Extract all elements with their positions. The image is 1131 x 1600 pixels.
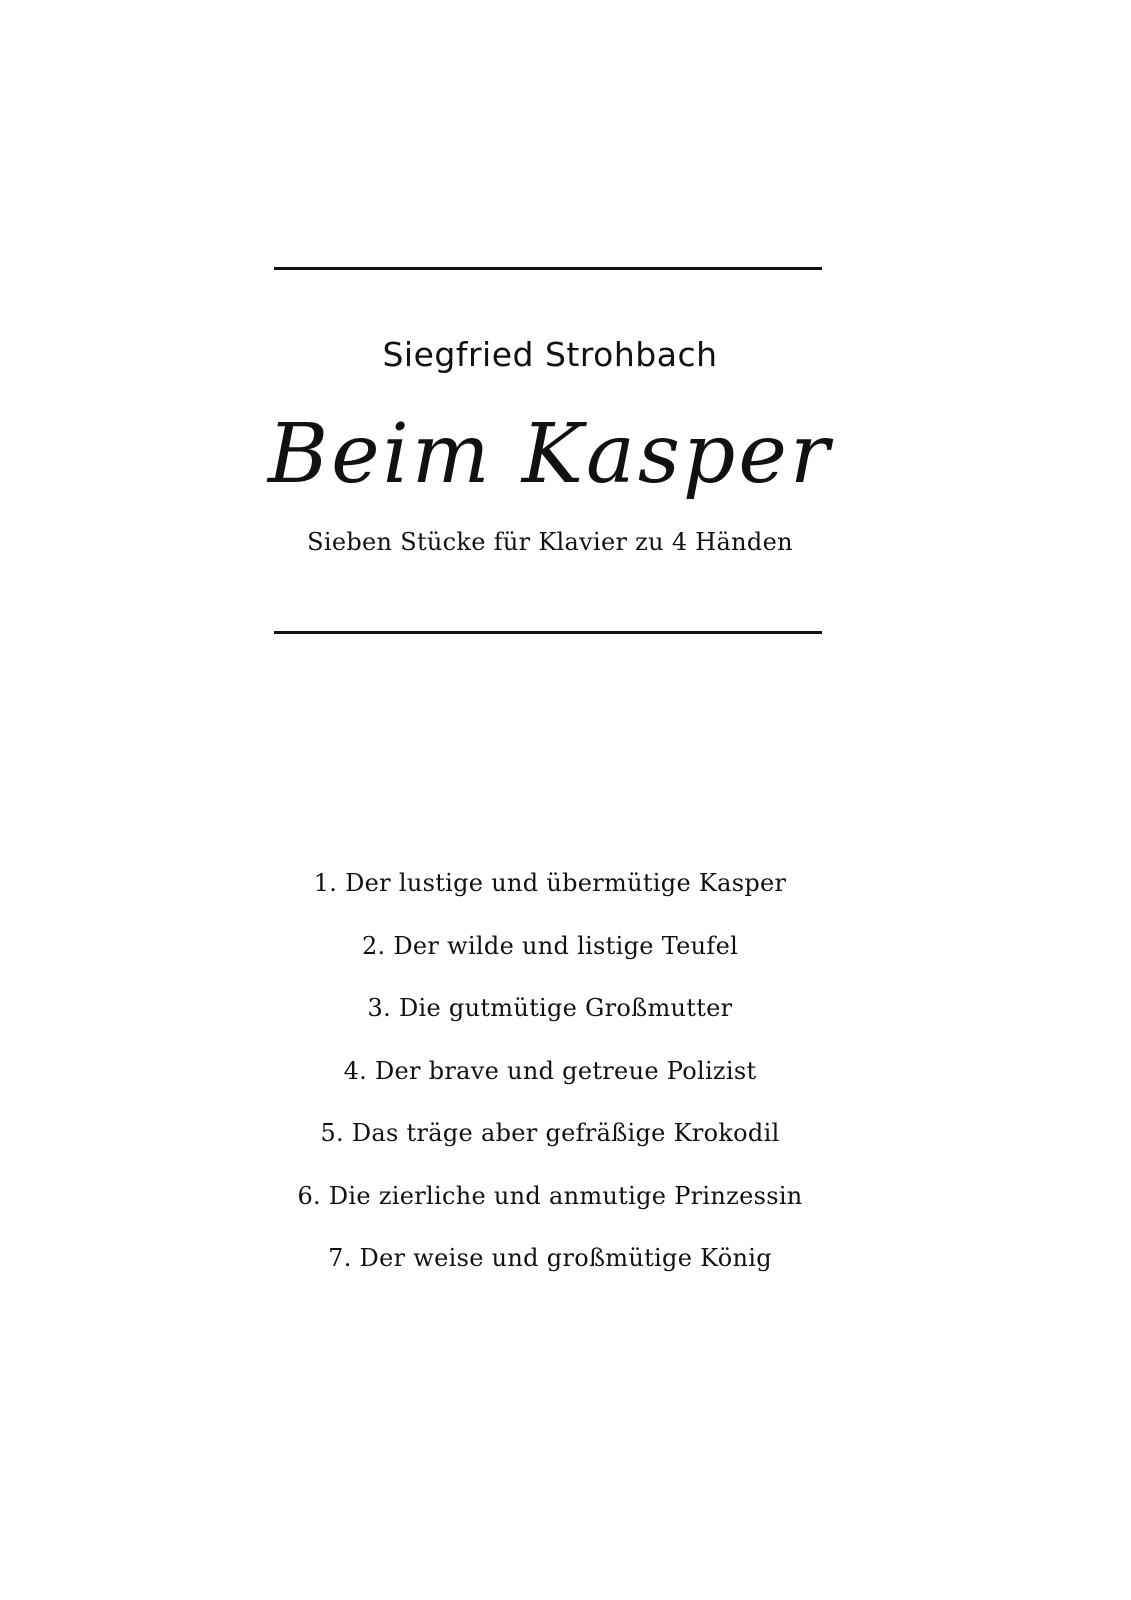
piece-item: 7. Der weise und großmütige König — [328, 1244, 772, 1272]
piece-list — [0, 868, 1100, 1306]
top-rule — [274, 267, 822, 270]
piece-item: 4. Der brave und getreue Polizist — [343, 1056, 757, 1085]
piece-item: 6. Die zierliche und anmutige Prinzessin — [297, 1181, 803, 1210]
composer-name: Siegfried Strohbach — [382, 335, 718, 374]
bottom-rule — [274, 631, 822, 634]
piece-item: 2. Der wilde und listige Teufel — [361, 931, 739, 960]
work-title: Beim Kasper — [267, 407, 833, 502]
piece-item: 5. Das träge aber gefräßige Krokodil — [320, 1119, 780, 1147]
work-subtitle: Sieben Stücke für Klavier zu 4 Händen — [307, 528, 793, 556]
piece-item: 1. Der lustige und übermütige Kasper — [313, 869, 787, 897]
piece-item: 3. Die gutmütige Großmutter — [367, 994, 733, 1022]
